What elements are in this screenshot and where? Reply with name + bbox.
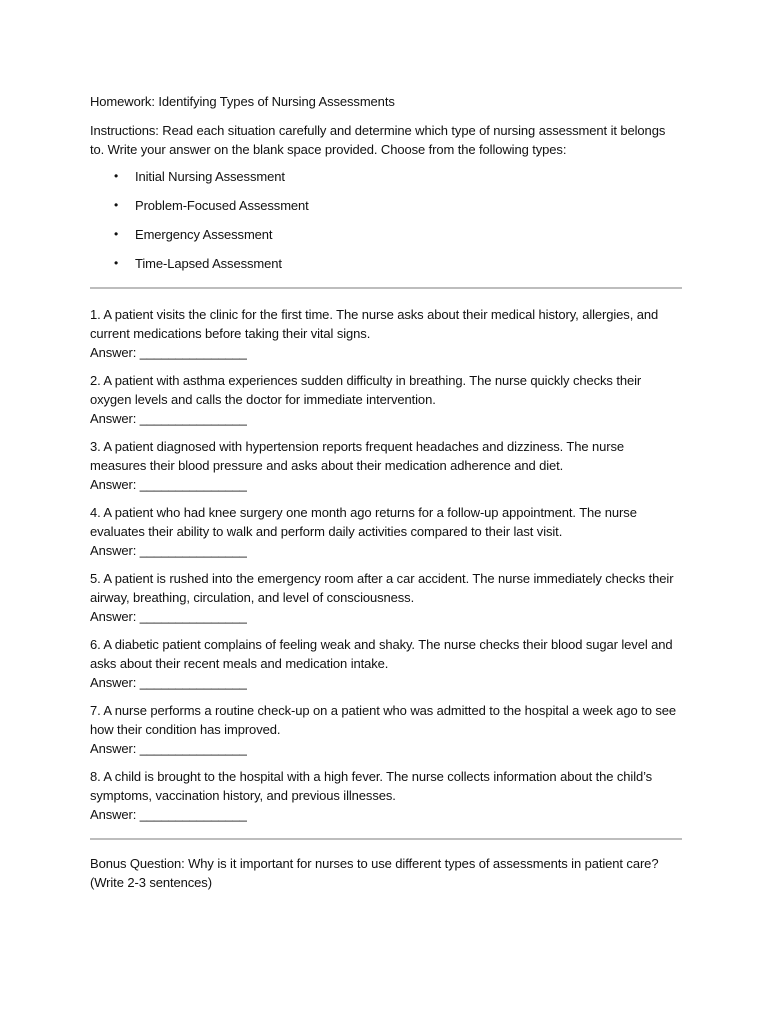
question-text: 6. A diabetic patient complains of feeling weak and shaky. The nurse checks their blood sugar level and asks about their recent meals and medication intake. [90,637,673,671]
question-item [90,503,682,560]
question-item [90,767,682,824]
assessment-type-label: Problem-Focused Assessment [135,198,309,213]
answer-blank[interactable]: Answer: _______________ [90,741,247,756]
question-item [90,635,682,692]
bullet-icon: • [114,227,119,241]
worksheet-title: Homework: Identifying Types of Nursing Assessments [90,94,395,109]
section-divider [90,838,682,840]
answer-blank[interactable]: Answer: _______________ [90,477,247,492]
section-divider [90,287,682,289]
answer-blank[interactable]: Answer: _______________ [90,609,247,624]
answer-blank[interactable]: Answer: _______________ [90,345,247,360]
answer-blank[interactable]: Answer: _______________ [90,675,247,690]
question-text: 7. A nurse performs a routine check-up on a patient who was admitted to the hospital a week ago to see how their condition has improved. [90,703,676,737]
bonus-question: Bonus Question: Why is it important for nurses to use different types of assessments in patient care? (Write 2-3 sentences) [90,856,659,890]
answer-blank[interactable]: Answer: _______________ [90,411,247,426]
question-item [90,371,682,428]
question-text: 4. A patient who had knee surgery one month ago returns for a follow-up appointment. The nurse evaluates their ability to walk and perform daily activities compared to their last visit. [90,505,637,539]
bullet-icon: • [114,198,119,212]
question-text: 1. A patient visits the clinic for the first time. The nurse asks about their medical history, allergies, and current medications before taking their vital signs. [90,307,659,341]
assessment-type-label: Emergency Assessment [135,227,273,242]
bullet-icon: • [114,256,119,270]
question-item [90,305,682,362]
question-item [90,569,682,626]
question-item [90,701,682,758]
bullet-icon: • [114,169,119,183]
question-text: 8. A child is brought to the hospital with a high fever. The nurse collects information about the child’s symptoms, vaccination history, and previous illnesses. [90,769,653,803]
answer-blank[interactable]: Answer: _______________ [90,807,247,822]
assessment-type-label: Initial Nursing Assessment [135,169,285,184]
question-item [90,437,682,494]
worksheet-page [90,92,682,892]
question-text: 3. A patient diagnosed with hypertension reports frequent headaches and dizziness. The nurse measures their blood pressure and asks about their medication adherence and diet. [90,439,625,473]
question-text: 2. A patient with asthma experiences sudden difficulty in breathing. The nurse quickly checks their oxygen levels and calls the doctor for immediate intervention. [90,373,642,407]
assessment-types-list [90,167,682,273]
assessment-type-item [90,225,682,244]
assessment-type-item [90,196,682,215]
answer-blank[interactable]: Answer: _______________ [90,543,247,558]
instructions-text: Instructions: Read each situation carefully and determine which type of nursing assessment it belongs to. Write your answer on the blank space provided. Choose from the following types: [90,123,666,157]
assessment-type-item [90,254,682,273]
question-text: 5. A patient is rushed into the emergency room after a car accident. The nurse immediately checks their airway, breathing, circulation, and level of consciousness. [90,571,674,605]
assessment-type-label: Time-Lapsed Assessment [135,256,282,271]
assessment-type-item [90,167,682,186]
